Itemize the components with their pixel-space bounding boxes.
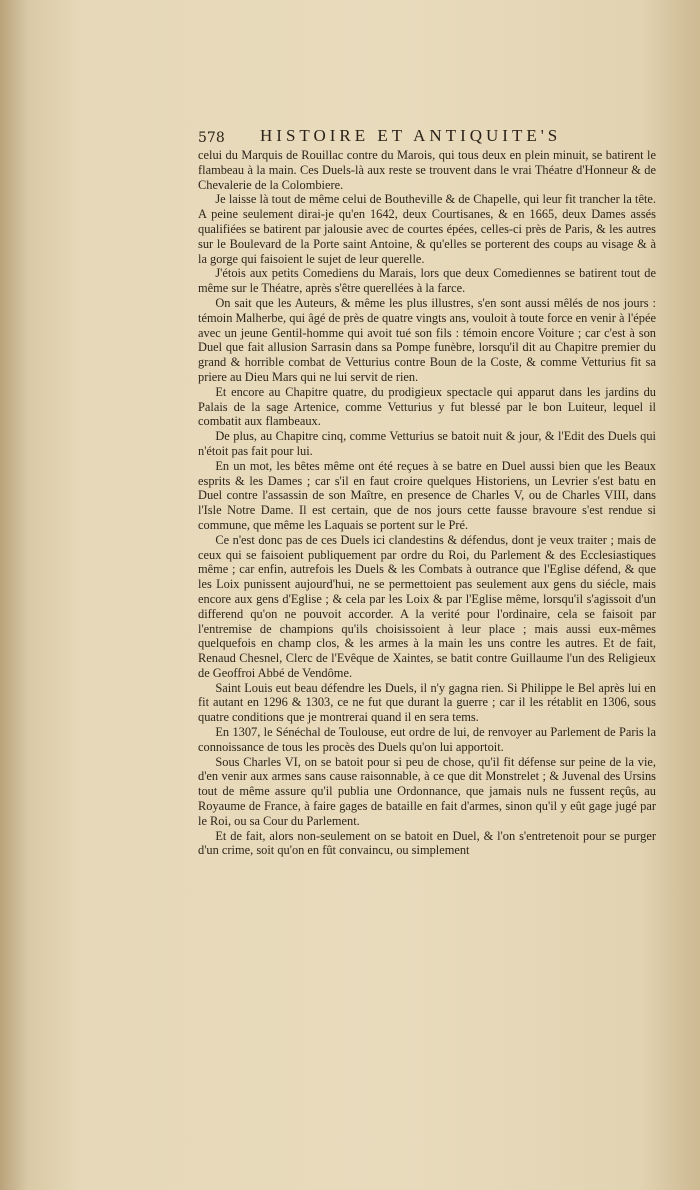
- page-number: 578: [198, 130, 225, 146]
- paragraph: Ce n'est donc pas de ces Duels ici clandestins & défendus, dont je veux traiter ; mais de ceux qui se faisoient publiquement par ordre du Roi, du Parlement & des Ecclesiastiques même ; car enfin, autrefois les Duels & les Combats à outrance que l'Eglise défend, & que les Loix punissent aujourd'hui, ne se permettoient pas seulement aux gens du siécle, mais encore aux gens d'Eglise ; & cela par les Loix & par l'Eglise même, lorsqu'il s'agissoit d'un differend qu'on ne pouvoit accorder. A la verité pour l'ordinaire, cela se faisoit par l'entremise de champions qu'ils choisissoient à leur place ; mais aussi eux-mêmes quelquefois en champ clos, & les armes à la main les uns contre les autres. Et de fait, Renaud Chesnel, Clerc de l'Evêque de Xaintes, se batit contre Guillaume l'un des Religieux de Geoffroi Abbé de Vendôme.: [198, 532, 656, 680]
- paragraph: Et encore au Chapitre quatre, du prodigieux spectacle qui apparut dans les jardins du Palais de la sage Artenice, comme Vetturius y fut blessé par le bon Luiteur, lequel il combatit aux flambeaux.: [198, 384, 656, 429]
- running-header: [198, 126, 638, 148]
- paragraph: En un mot, les bêtes même ont été reçues à se batre en Duel aussi bien que les Beaux esprits & les Dames ; car s'il en faut croire quelques Historiens, un Levrier s'est batu en Duel contre l'assassin de son Maître, en presence de Charles V, ou de Charles VIII, dans l'Isle Notre Dame. Il est certain, que de nos jours cette fausse bravoure s'est rendue si commune, que même les Laquais se portent sur le Pré.: [198, 458, 656, 532]
- paragraph: Je laisse là tout de même celui de Boutheville & de Chapelle, qui leur fit trancher la tête. A peine seulement dirai-je qu'en 1642, deux Courtisanes, & en 1665, deux Dames assés qualifiées se batirent par jalousie avec de courtes épées, celles-ci près de Paris, & les autres sur le Boulevard de la Porte saint Antoine, & qu'elles se porterent des coups au visage & à la gorge qui faisoient le sujet de leur querelle.: [198, 192, 656, 266]
- paragraph: Sous Charles VI, on se batoit pour si peu de chose, qu'il fit défense sur peine de la vie, d'en venir aux armes sans cause raisonnable, à ce que dit Monstrelet ; & Juvenal des Ursins tout de même assure qu'il publia une Ordonnance, que jamais nuls ne fussent reçûs, au Royaume de France, à faire gages de bataille en fait d'armes, sinon qu'il y eût gage jugé par le Roi, ou sa Cour du Parlement.: [198, 754, 656, 828]
- paragraph: J'étois aux petits Comediens du Marais, lors que deux Comediennes se batirent tout de même sur le Théatre, après s'être querellées à la farce.: [198, 266, 656, 296]
- running-title: HISTOIRE ET ANTIQUITE'S: [260, 126, 562, 145]
- paragraph: On sait que les Auteurs, & même les plus illustres, s'en sont aussi mêlés de nos jours : témoin Malherbe, qui âgé de près de quatre vingts ans, vouloit à toute force en venir à l'épée avec un jeune Gentil-homme qui avoit tué son fils : témoin encore Voiture ; car c'est à son Duel que fait allusion Sarrasin dans sa Pompe funèbre, lorsqu'il dit au Chapitre premier du grand & horrible combat de Vetturius contre Boun de la Coste, & comme Vetturius fit sa priere au Dieu Mars qui ne lui servit de rien.: [198, 295, 656, 384]
- text-body: [198, 148, 656, 858]
- paragraph: Saint Louis eut beau défendre les Duels, il n'y gagna rien. Si Philippe le Bel après lui en fit autant en 1296 & 1303, ce ne fut que durant la guerre ; car il les rétablit en 1306, sous quatre conditions que je montrerai quand il en sera tems.: [198, 680, 656, 725]
- paragraph: celui du Marquis de Rouillac contre du Marois, qui tous deux en plein minuit, se batirent le flambeau à la main. Ces Duels-là aux reste se trouvent dans le vrai Théatre d'Honneur & de Chevalerie de la Colombiere.: [198, 148, 656, 192]
- paragraph: En 1307, le Sénéchal de Toulouse, eut ordre de lui, de renvoyer au Parlement de Paris la connoissance de tous les procès des Duels qu'on lui apportoit.: [198, 725, 656, 754]
- paragraph: Et de fait, alors non-seulement on se batoit en Duel, & l'on s'entretenoit pour se purger d'un crime, soit qu'on en fût convaincu, ou simplement: [198, 828, 656, 858]
- paragraph: De plus, au Chapitre cinq, comme Vetturius se batoit nuit & jour, & l'Edit des Duels qui n'étoit pas fait pour lui.: [198, 429, 656, 458]
